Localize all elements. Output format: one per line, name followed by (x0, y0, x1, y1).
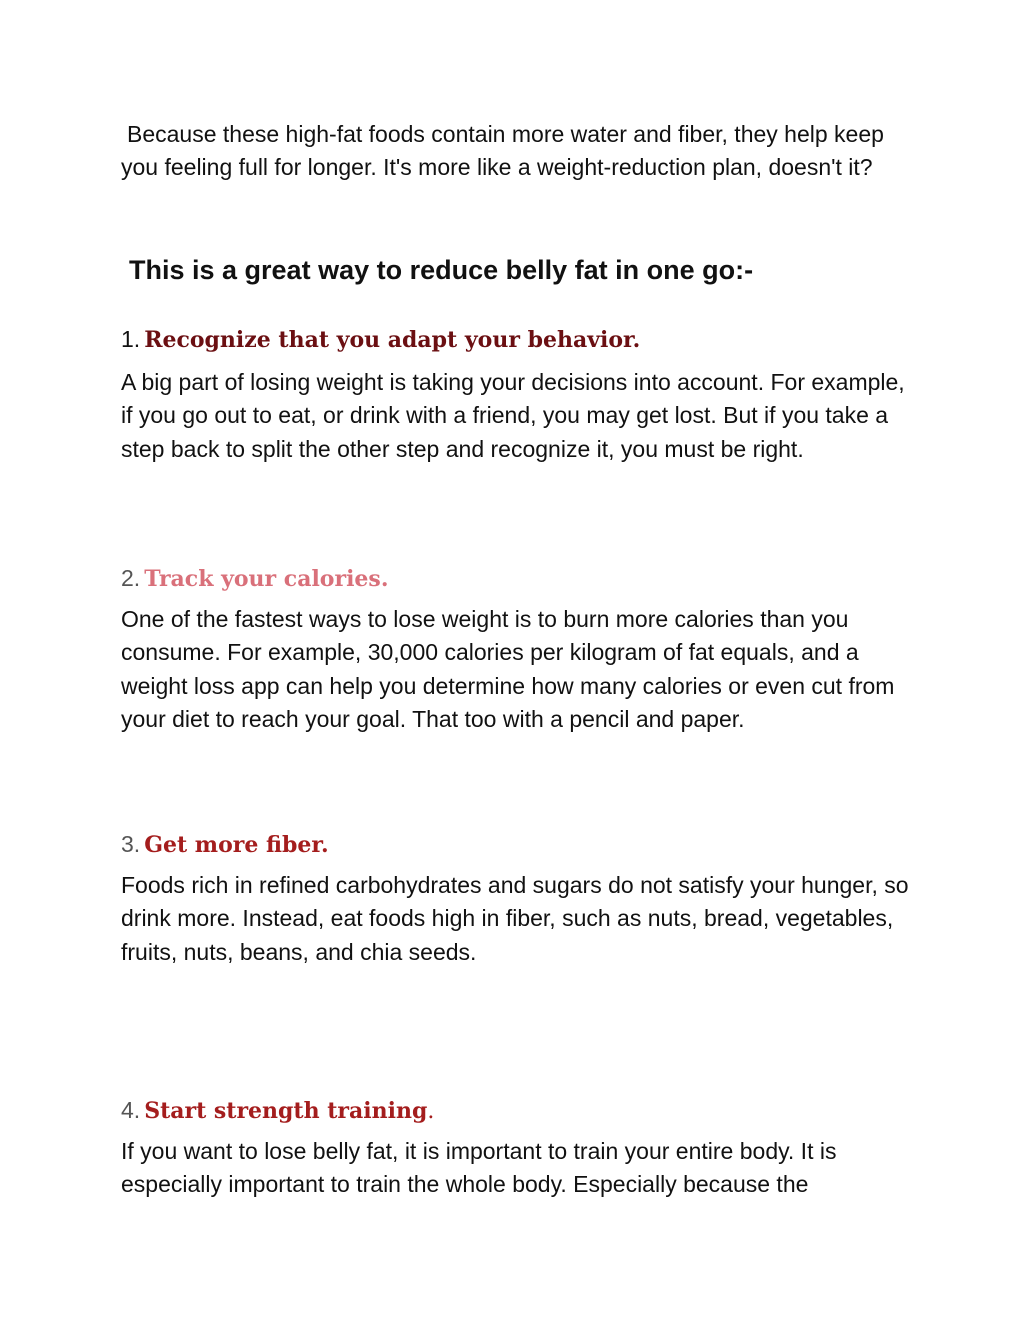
item-3-body: Foods rich in refined carbohydrates and sugars do not satisfy your hunger, so drink more. Instead, eat foods high in fiber, such as nuts, bread, vegetables, fruits, nuts, beans, and chia seeds. (121, 872, 909, 965)
item-4-body: If you want to lose belly fat, it is important to train your entire body. It is especially important to train the whole body. Especially because the (121, 1138, 837, 1198)
item-2-title: Track your calories. (144, 566, 389, 592)
intro-text: Because these high-fat foods contain more water and fiber, they help keep you feeling full for longer. It's more like a weight-reduction plan, doesn't it? (121, 121, 884, 181)
item-3-heading (121, 827, 329, 865)
item-4-trailing-period: . (427, 1099, 435, 1124)
section-subheading: This is a great way to reduce belly fat in one go:- (129, 255, 754, 285)
item-4-heading (121, 1093, 434, 1131)
item-4-number: 4. (121, 1097, 141, 1123)
item-1-heading (121, 322, 640, 360)
item-2-number: 2. (121, 565, 141, 591)
item-1-body: A big part of losing weight is taking your decisions into account. For example, if you go out to eat, or drink with a friend, you may get lost. But if you take a step back to split the other step and recognize it, you must be right. (121, 369, 905, 462)
item-1-number: 1. (121, 326, 141, 352)
intro-paragraph (121, 118, 911, 185)
item-4-title: Start strength training (144, 1098, 428, 1124)
item-2-heading (121, 561, 388, 599)
item-3-number: 3. (121, 831, 141, 857)
item-2-body: One of the fastest ways to lose weight is to burn more calories than you consume. For example, 30,000 calories per kilogram of fat equals, and a weight loss app can help you determine how many calories or even cut from your diet to reach your goal. That too with a pencil and paper. (121, 606, 895, 732)
item-1-title: Recognize that you adapt your behavior. (144, 327, 641, 353)
item-3-title: Get more fiber. (144, 832, 329, 858)
